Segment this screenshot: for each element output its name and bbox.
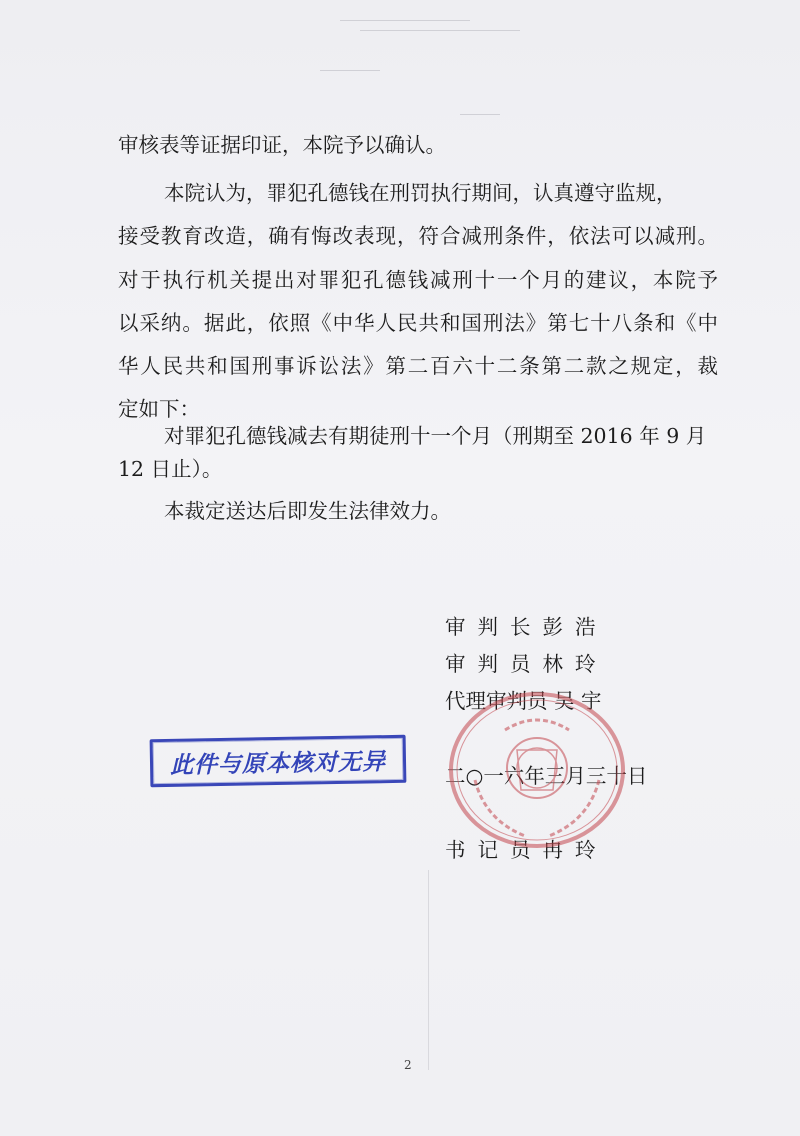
faint-header-marks bbox=[300, 10, 540, 120]
scan-fold-line bbox=[428, 870, 429, 1070]
paragraph-line: 接受教育改造，确有悔改表现，符合减刑条件，依法可以减刑。 bbox=[118, 224, 718, 248]
paragraph-text: 审核表等证据印证，本院予以确认。 bbox=[118, 133, 446, 157]
paragraph-line: 以采纳。据此，依照《中华人民共和国刑法》第七十八条和《中 bbox=[118, 311, 718, 335]
certified-copy-stamp-text: 此件与原本核对无异 bbox=[169, 748, 387, 779]
paragraph-line: 定如下： bbox=[118, 397, 200, 421]
clerk-signature: 书记员冉玲 bbox=[445, 838, 608, 862]
acting-judge-signature: 代理审判员 吴 宇 bbox=[445, 689, 602, 713]
paragraph-text: 本裁定送达后即发生法律效力。 bbox=[164, 499, 451, 523]
judge-signature: 审判员林玲 bbox=[445, 652, 608, 676]
chief-judge-signature: 审判长彭浩 bbox=[445, 615, 608, 639]
paragraph-line: 华人民共和国刑事诉讼法》第二百六十二条第二款之规定，裁 bbox=[118, 354, 718, 378]
paragraph-line: 对于执行机关提出对罪犯孔德钱减刑十一个月的建议，本院予 bbox=[118, 268, 718, 292]
paragraph-line: 本院认为，罪犯孔德钱在刑罚执行期间，认真遵守监规， bbox=[164, 181, 677, 205]
paragraph-line: 12 日止）。 bbox=[118, 457, 223, 481]
ruling-date: 二○一六年三月三十日 bbox=[445, 764, 648, 788]
certified-copy-stamp bbox=[150, 735, 407, 787]
page-number: 2 bbox=[404, 1058, 412, 1072]
paragraph-line: 对罪犯孔德钱减去有期徒刑十一个月（刑期至 2016 年 9 月 bbox=[164, 424, 707, 448]
court-seal bbox=[445, 690, 630, 850]
